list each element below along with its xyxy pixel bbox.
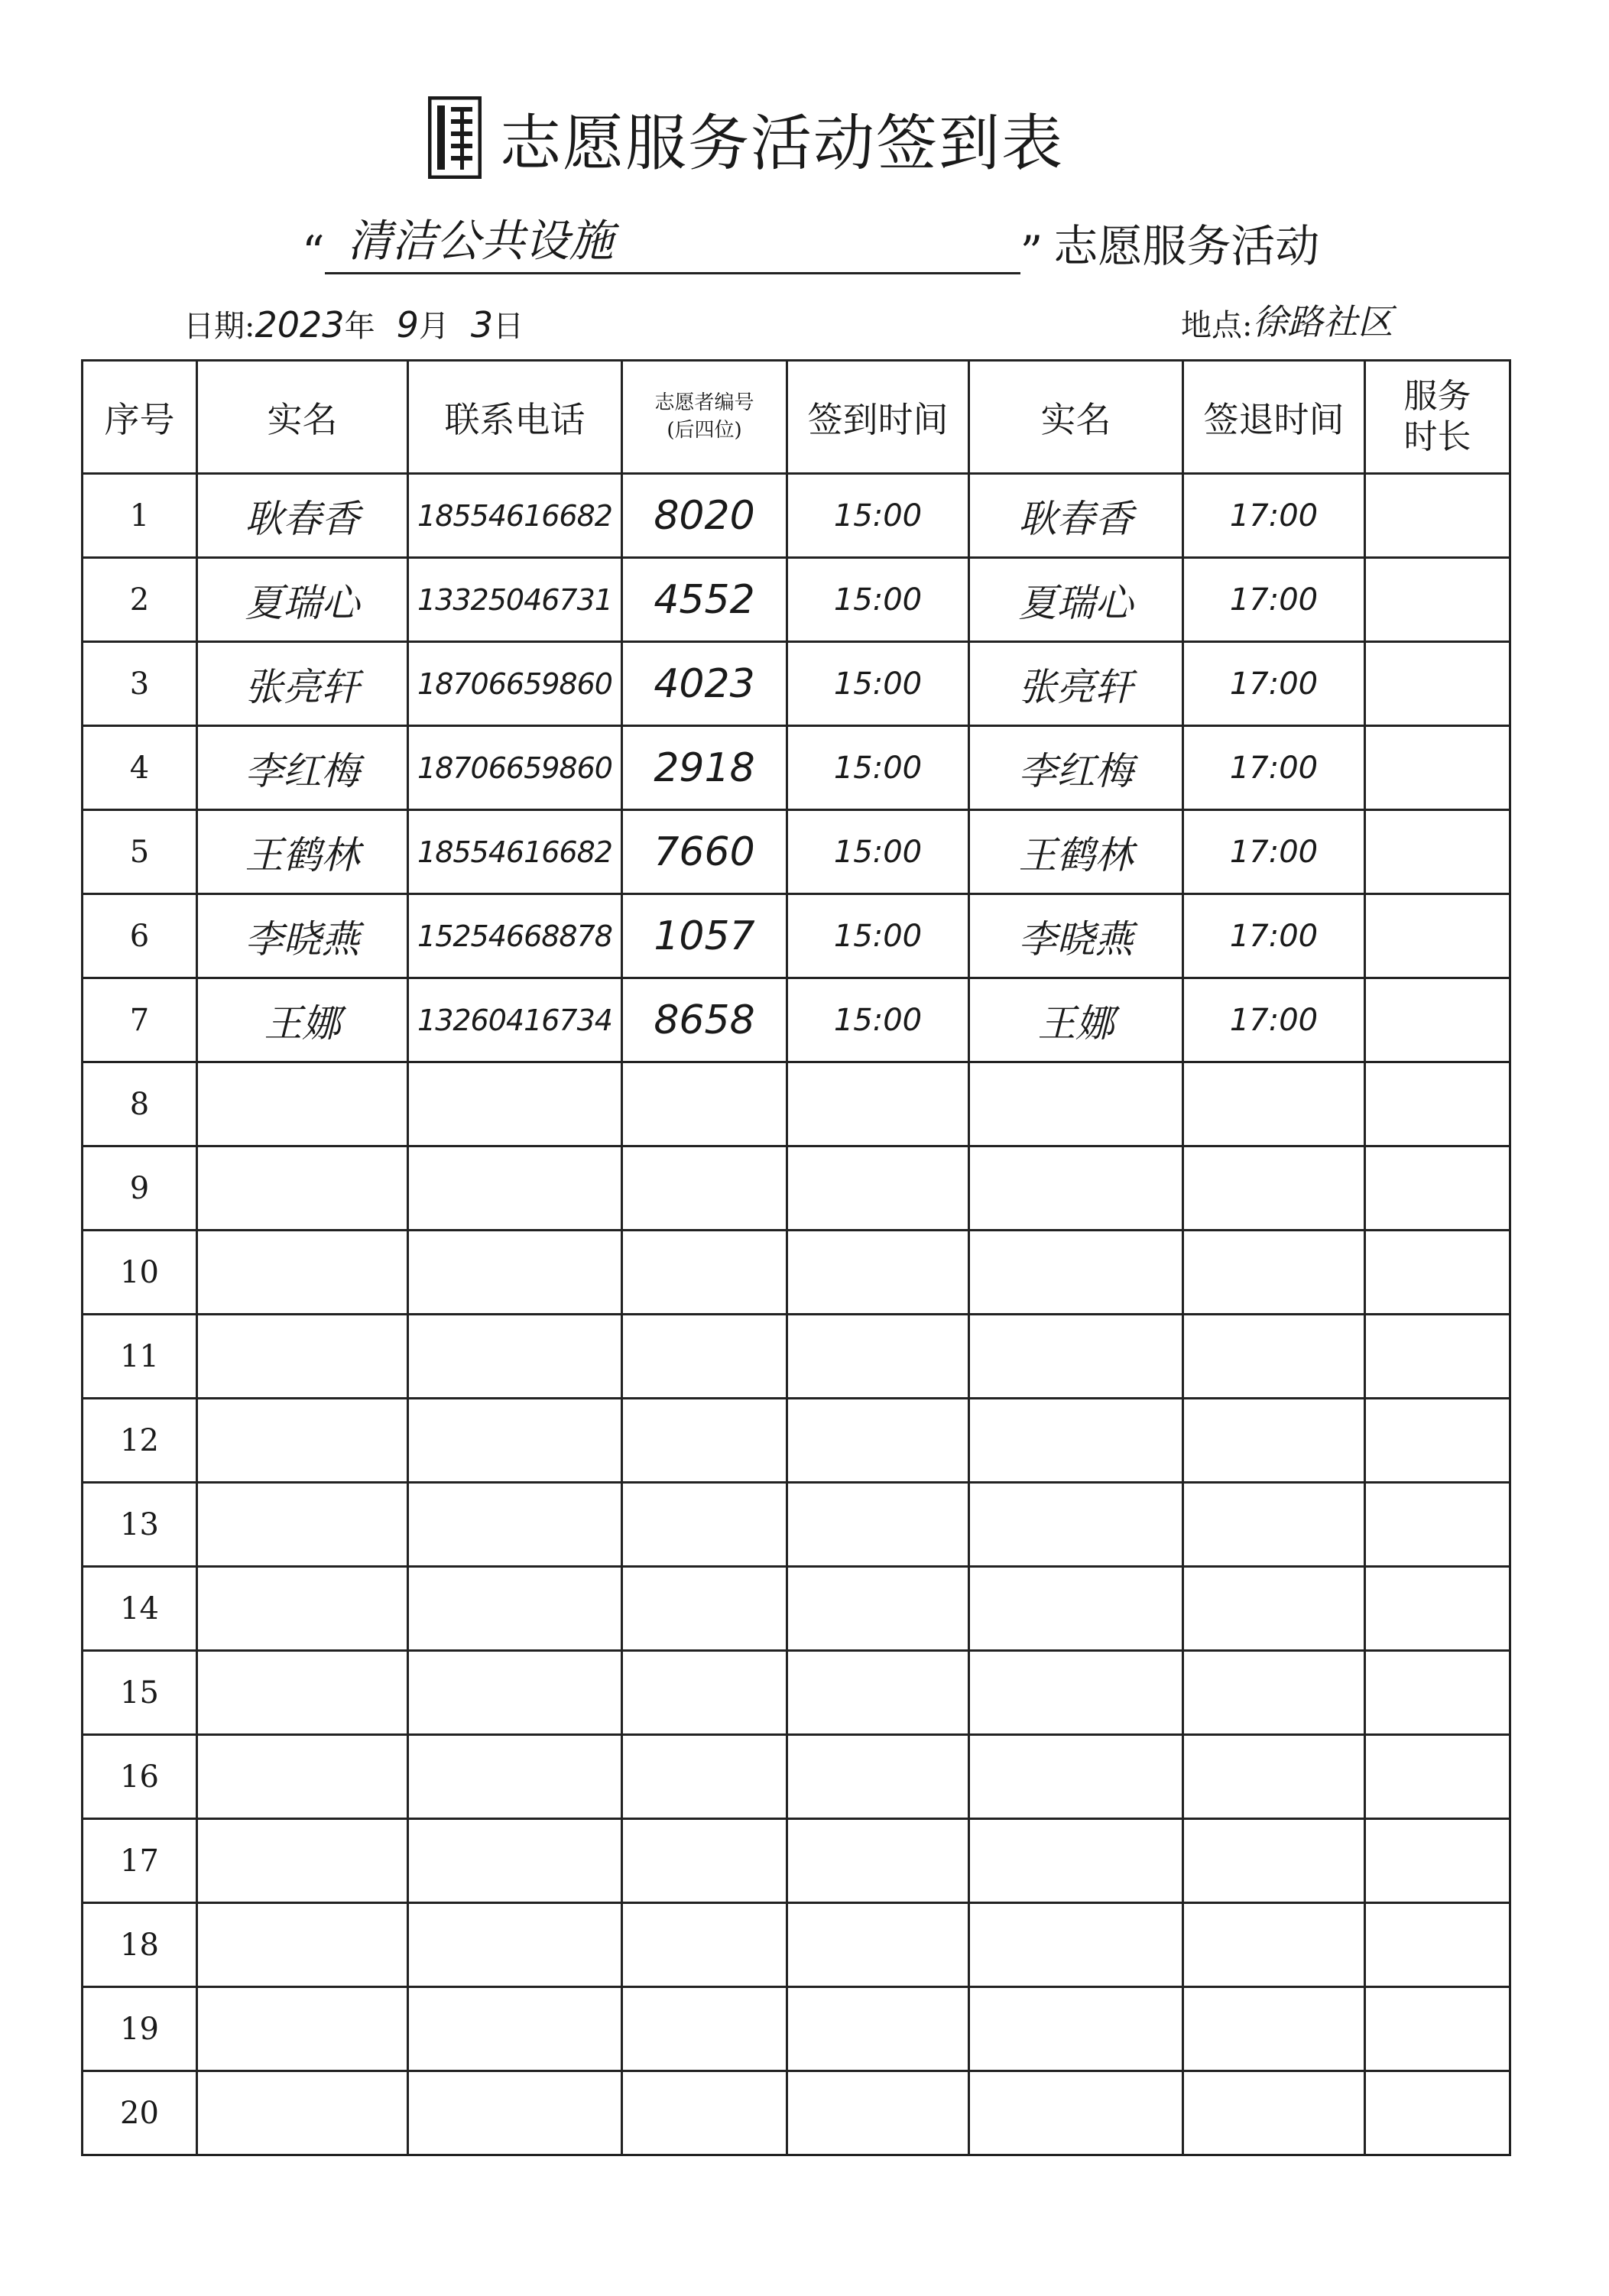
duration-cell[interactable] (1365, 1483, 1510, 1567)
signout-name-cell[interactable] (969, 1567, 1183, 1651)
seal-logo-icon (428, 96, 482, 179)
activity-name-line (302, 205, 1320, 278)
row-index: 3 (83, 642, 197, 726)
volunteer-name-cell[interactable]: 张亮轩 (197, 642, 408, 726)
col-header-checkout-time: 签退时间 (1183, 361, 1365, 474)
col-header-signout-name: 实名 (969, 361, 1183, 474)
date-line (183, 302, 524, 345)
col-header-duration (1365, 361, 1510, 474)
row-index: 2 (83, 558, 197, 642)
col-header-volunteer-id-line2: (后四位) (667, 418, 742, 442)
checkout-time-cell[interactable] (1183, 1819, 1365, 1903)
open-quote: “ (302, 226, 325, 278)
row-index: 4 (83, 726, 197, 810)
volunteer-name-cell[interactable] (197, 1651, 408, 1735)
checkin-time-cell[interactable]: 15:00 (787, 894, 969, 978)
volunteer-id-cell[interactable] (622, 1567, 787, 1651)
table-row (83, 1399, 1510, 1483)
volunteer-id-cell[interactable]: 1057 (622, 894, 787, 978)
checkin-time-cell[interactable] (787, 1315, 969, 1399)
volunteer-id-cell[interactable]: 7660 (622, 810, 787, 894)
checkout-time-cell[interactable] (1183, 2071, 1365, 2155)
date-year-field[interactable]: 2023 (255, 304, 345, 345)
checkout-time-cell[interactable] (1183, 1567, 1365, 1651)
row-index: 20 (83, 2071, 197, 2155)
volunteer-id-cell[interactable] (622, 1399, 787, 1483)
duration-cell[interactable] (1365, 1735, 1510, 1819)
col-header-index: 序号 (83, 361, 197, 474)
close-quote: ” (1020, 226, 1043, 278)
volunteer-id-cell[interactable]: 4023 (622, 642, 787, 726)
activity-suffix: 志愿服务活动 (1053, 220, 1320, 272)
volunteer-name-cell[interactable] (197, 1483, 408, 1567)
signout-name-cell[interactable]: 李晓燕 (969, 894, 1183, 978)
col-header-phone: 联系电话 (408, 361, 622, 474)
volunteer-name-cell[interactable] (197, 1231, 408, 1315)
phone-cell[interactable]: 18706659860 (408, 726, 622, 810)
checkout-time-cell[interactable]: 17:00 (1183, 894, 1365, 978)
volunteer-id-cell[interactable] (622, 1231, 787, 1315)
volunteer-id-cell[interactable] (622, 1062, 787, 1146)
phone-cell[interactable]: 18706659860 (408, 642, 622, 726)
phone-cell[interactable] (408, 1567, 622, 1651)
volunteer-id-cell[interactable] (622, 2071, 787, 2155)
table-row (83, 810, 1510, 894)
checkout-time-cell[interactable] (1183, 1315, 1365, 1399)
volunteer-id-cell[interactable] (622, 1483, 787, 1567)
volunteer-name-cell[interactable] (197, 2071, 408, 2155)
checkout-time-cell[interactable]: 17:00 (1183, 474, 1365, 558)
row-index: 9 (83, 1146, 197, 1231)
volunteer-name-cell[interactable] (197, 1735, 408, 1819)
checkin-time-cell[interactable]: 15:00 (787, 978, 969, 1062)
col-header-duration-line1: 服务 (1403, 376, 1471, 416)
phone-cell[interactable] (408, 1903, 622, 1987)
row-index: 7 (83, 978, 197, 1062)
checkin-time-cell[interactable] (787, 1146, 969, 1231)
checkin-time-cell[interactable] (787, 1062, 969, 1146)
checkout-time-cell[interactable] (1183, 1231, 1365, 1315)
table-row (83, 1062, 1510, 1146)
signout-name-cell[interactable] (969, 1399, 1183, 1483)
checkin-time-cell[interactable] (787, 1735, 969, 1819)
row-index: 5 (83, 810, 197, 894)
signout-name-cell[interactable] (969, 1903, 1183, 1987)
duration-cell[interactable] (1365, 894, 1510, 978)
table-row (83, 1483, 1510, 1567)
duration-cell[interactable] (1365, 1315, 1510, 1399)
signout-name-cell[interactable] (969, 1987, 1183, 2071)
signout-name-cell[interactable] (969, 1231, 1183, 1315)
checkin-time-cell[interactable] (787, 2071, 969, 2155)
phone-cell[interactable] (408, 1735, 622, 1819)
volunteer-name-cell[interactable] (197, 1987, 408, 2071)
signout-name-cell[interactable] (969, 1819, 1183, 1903)
volunteer-name-cell[interactable] (197, 1567, 408, 1651)
phone-cell[interactable] (408, 1315, 622, 1399)
row-index: 10 (83, 1231, 197, 1315)
col-header-checkin-time: 签到时间 (787, 361, 969, 474)
table-row (83, 642, 1510, 726)
col-header-name: 实名 (197, 361, 408, 474)
table-header-row (83, 361, 1510, 474)
sign-in-table (81, 359, 1511, 2156)
phone-cell[interactable]: 18554616682 (408, 474, 622, 558)
duration-cell[interactable] (1365, 1903, 1510, 1987)
signout-name-cell[interactable] (969, 1735, 1183, 1819)
volunteer-id-cell[interactable]: 8658 (622, 978, 787, 1062)
signout-name-cell[interactable] (969, 1315, 1183, 1399)
volunteer-name-cell[interactable]: 李晓燕 (197, 894, 408, 978)
duration-cell[interactable] (1365, 1231, 1510, 1315)
duration-cell[interactable] (1365, 558, 1510, 642)
checkout-time-cell[interactable] (1183, 1146, 1365, 1231)
volunteer-name-cell[interactable] (197, 1062, 408, 1146)
volunteer-name-cell[interactable]: 耿春香 (197, 474, 408, 558)
signout-name-cell[interactable] (969, 1651, 1183, 1735)
checkin-time-cell[interactable]: 15:00 (787, 726, 969, 810)
checkout-time-cell[interactable] (1183, 1903, 1365, 1987)
checkout-time-cell[interactable]: 17:00 (1183, 558, 1365, 642)
signout-name-cell[interactable] (969, 1062, 1183, 1146)
checkin-time-cell[interactable] (787, 1987, 969, 2071)
table-row (83, 1231, 1510, 1315)
date-month-field[interactable]: 9 (396, 304, 419, 345)
signout-name-cell[interactable]: 张亮轩 (969, 642, 1183, 726)
phone-cell[interactable] (408, 1231, 622, 1315)
duration-cell[interactable] (1365, 1567, 1510, 1651)
phone-cell[interactable] (408, 1483, 622, 1567)
duration-cell[interactable] (1365, 1819, 1510, 1903)
signout-name-cell[interactable]: 李红梅 (969, 726, 1183, 810)
duration-cell[interactable] (1365, 1399, 1510, 1483)
phone-cell[interactable]: 18554616682 (408, 810, 622, 894)
duration-cell[interactable] (1365, 642, 1510, 726)
volunteer-id-cell[interactable] (622, 1651, 787, 1735)
row-index: 18 (83, 1903, 197, 1987)
duration-cell[interactable] (1365, 1146, 1510, 1231)
checkin-time-cell[interactable] (787, 1399, 969, 1483)
phone-cell[interactable] (408, 1987, 622, 2071)
phone-cell[interactable] (408, 2071, 622, 2155)
checkin-time-cell[interactable] (787, 1231, 969, 1315)
signout-name-cell[interactable] (969, 2071, 1183, 2155)
phone-cell[interactable] (408, 1146, 622, 1231)
phone-cell[interactable] (408, 1062, 622, 1146)
place-field[interactable]: 徐路社区 (1252, 301, 1393, 342)
month-unit: 月 (418, 309, 449, 344)
signout-name-cell[interactable]: 夏瑞心 (969, 558, 1183, 642)
checkin-time-cell[interactable] (787, 1651, 969, 1735)
signout-name-cell[interactable]: 王鹤林 (969, 810, 1183, 894)
volunteer-id-cell[interactable]: 8020 (622, 474, 787, 558)
table-row (83, 2071, 1510, 2155)
row-index: 12 (83, 1399, 197, 1483)
phone-cell[interactable]: 15254668878 (408, 894, 622, 978)
table-row (83, 1735, 1510, 1819)
phone-cell[interactable] (408, 1399, 622, 1483)
checkin-time-cell[interactable]: 15:00 (787, 642, 969, 726)
duration-cell[interactable] (1365, 2071, 1510, 2155)
volunteer-id-cell[interactable] (622, 1819, 787, 1903)
volunteer-id-cell[interactable] (622, 1987, 787, 2071)
col-header-duration-line2: 时长 (1403, 417, 1471, 456)
row-index: 11 (83, 1315, 197, 1399)
volunteer-name-cell[interactable] (197, 1903, 408, 1987)
table-row (83, 1651, 1510, 1735)
duration-cell[interactable] (1365, 1651, 1510, 1735)
volunteer-id-cell[interactable]: 4552 (622, 558, 787, 642)
checkin-time-cell[interactable]: 15:00 (787, 558, 969, 642)
volunteer-name-cell[interactable]: 夏瑞心 (197, 558, 408, 642)
checkout-time-cell[interactable] (1183, 1987, 1365, 2071)
checkin-time-cell[interactable] (787, 1483, 969, 1567)
volunteer-name-cell[interactable] (197, 1819, 408, 1903)
table-row (83, 1987, 1510, 2071)
volunteer-name-cell[interactable] (197, 1315, 408, 1399)
volunteer-id-cell[interactable] (622, 1735, 787, 1819)
signout-name-cell[interactable]: 王娜 (969, 978, 1183, 1062)
checkin-time-cell[interactable] (787, 1903, 969, 1987)
col-header-volunteer-id (622, 361, 787, 474)
phone-cell[interactable]: 13260416734 (408, 978, 622, 1062)
duration-cell[interactable] (1365, 726, 1510, 810)
col-header-volunteer-id-line1: 志愿者编号 (654, 391, 754, 415)
table-row (83, 474, 1510, 558)
signout-name-cell[interactable] (969, 1146, 1183, 1231)
row-index: 15 (83, 1651, 197, 1735)
checkout-time-cell[interactable]: 17:00 (1183, 642, 1365, 726)
checkout-time-cell[interactable] (1183, 1651, 1365, 1735)
checkin-time-cell[interactable] (787, 1819, 969, 1903)
duration-cell[interactable] (1365, 1987, 1510, 2071)
row-index: 13 (83, 1483, 197, 1567)
row-index: 1 (83, 474, 197, 558)
checkin-time-cell[interactable]: 15:00 (787, 810, 969, 894)
phone-cell[interactable]: 13325046731 (408, 558, 622, 642)
row-index: 8 (83, 1062, 197, 1146)
table-row (83, 978, 1510, 1062)
day-unit: 日 (493, 309, 524, 344)
date-label: 日期: (183, 309, 255, 344)
place-line (1181, 294, 1393, 345)
volunteer-id-cell[interactable] (622, 1315, 787, 1399)
volunteer-name-cell[interactable] (197, 1146, 408, 1231)
table-row (83, 894, 1510, 978)
table-row (83, 1567, 1510, 1651)
checkout-time-cell[interactable]: 17:00 (1183, 810, 1365, 894)
row-index: 16 (83, 1735, 197, 1819)
volunteer-id-cell[interactable] (622, 1146, 787, 1231)
checkout-time-cell[interactable]: 17:00 (1183, 726, 1365, 810)
table-row (83, 1315, 1510, 1399)
checkout-time-cell[interactable] (1183, 1483, 1365, 1567)
checkin-time-cell[interactable] (787, 1567, 969, 1651)
duration-cell[interactable] (1365, 1062, 1510, 1146)
year-unit: 年 (344, 309, 375, 344)
activity-name-field[interactable]: 清洁公共设施 (325, 205, 1020, 274)
signout-name-cell[interactable]: 耿春香 (969, 474, 1183, 558)
table-row (83, 558, 1510, 642)
checkout-time-cell[interactable]: 17:00 (1183, 978, 1365, 1062)
place-label: 地点: (1181, 308, 1253, 343)
table-row (83, 726, 1510, 810)
row-index: 19 (83, 1987, 197, 2071)
duration-cell[interactable] (1365, 810, 1510, 894)
signout-name-cell[interactable] (969, 1483, 1183, 1567)
page-title: 志愿服务活动签到表 (500, 107, 1064, 179)
volunteer-name-cell[interactable]: 李红梅 (197, 726, 408, 810)
checkout-time-cell[interactable] (1183, 1735, 1365, 1819)
form-title-block (428, 96, 1064, 180)
duration-cell[interactable] (1365, 978, 1510, 1062)
row-index: 6 (83, 894, 197, 978)
table-row (83, 1903, 1510, 1987)
volunteer-id-cell[interactable] (622, 1903, 787, 1987)
row-index: 14 (83, 1567, 197, 1651)
phone-cell[interactable] (408, 1819, 622, 1903)
duration-cell[interactable] (1365, 474, 1510, 558)
volunteer-id-cell[interactable]: 2918 (622, 726, 787, 810)
checkout-time-cell[interactable] (1183, 1399, 1365, 1483)
volunteer-name-cell[interactable] (197, 1399, 408, 1483)
row-index: 17 (83, 1819, 197, 1903)
phone-cell[interactable] (408, 1651, 622, 1735)
volunteer-name-cell[interactable]: 王鹤林 (197, 810, 408, 894)
date-day-field[interactable]: 3 (470, 304, 494, 345)
checkout-time-cell[interactable] (1183, 1062, 1365, 1146)
volunteer-name-cell[interactable]: 王娜 (197, 978, 408, 1062)
checkin-time-cell[interactable]: 15:00 (787, 474, 969, 558)
table-row (83, 1146, 1510, 1231)
table-row (83, 1819, 1510, 1903)
